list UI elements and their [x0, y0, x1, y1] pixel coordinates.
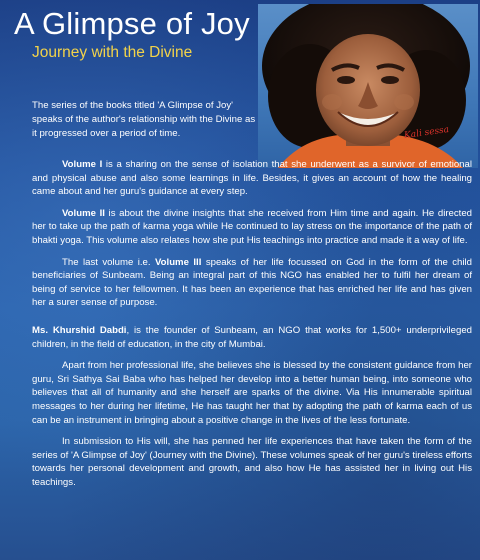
- series-intro: The series of the books titled 'A Glimpse of Joy' speaks of the author's relationship with the Divine as it progressed over a period of time.: [32, 100, 256, 140]
- volume-3-label: Volume III: [154, 256, 202, 268]
- portrait-illustration: [258, 4, 478, 168]
- volume-1-label: Volume I: [62, 159, 103, 170]
- volume-3-paragraph: [32, 256, 472, 310]
- volume-1-text: is a sharing on the sense of isolation that she underwent as a survivor of emotional and physical abuse and also some learnings in life. Besides, it gives an account of how the healing came about and her guru's guidance at every step.: [32, 159, 472, 198]
- volume-1-paragraph: [32, 158, 472, 199]
- professional-life-paragraph: Apart from her professional life, she believes she is blessed by the consistent guidance from her guru, Sri Sathya Sai Baba who has helped her develop into a better human being, into someone who believes that all of humanity and she herself are sparks of the divine. Via His innumerable spiritual messages to her during her lifetime, He has taught her that by adopting the path of karma each of us can be an instrument in bringing about a positive change in the lives of the less fortunate.: [32, 360, 472, 426]
- submission-paragraph: In submission to His will, she has penned her life experiences that have taken the form of the series of 'A Glimpse of Joy' (Journey with the Divine). These volumes speak of her guru's tireless efforts towards her personal development and growth, and also how He has assisted her in living out His teachings.: [32, 436, 472, 488]
- book-subtitle: Journey with the Divine: [32, 44, 193, 61]
- author-name: Ms. Khurshid Dabdi: [32, 324, 127, 336]
- book-title: A Glimpse of Joy: [14, 6, 250, 41]
- volume-2-label: Volume II: [62, 207, 105, 219]
- description-body: [32, 158, 472, 497]
- volume-2-paragraph: [32, 207, 472, 248]
- volume-3-text: speaks of her life focussed on God in the form of the child beneficiaries of Sunbeam. Being an integral part of this NGO has enabled her to fulfil her dream of being of service to her fellowmen. It has been an experience that has enriched her life and has given her a surer sense of purpose.: [32, 256, 472, 309]
- author-paragraph: [32, 324, 472, 351]
- volume-3-prefix: The last volume i.e.: [62, 256, 155, 268]
- volume-2-text: is about the divine insights that she received from Him time and again. He directed her to take up the path of karma yoga while He continued to lay stress on the importance of the path of bhakti yoga. This volume also relates how she put His teachings into practice and made it a way of life.: [32, 207, 472, 246]
- guru-portrait-photo: [258, 4, 478, 168]
- author-text: , is the founder of Sunbeam, an NGO that works for 1,500+ underprivileged children, in the field of education, in the city of Mumbai.: [32, 324, 472, 350]
- portrait-signature: Kali sessa: [403, 124, 450, 142]
